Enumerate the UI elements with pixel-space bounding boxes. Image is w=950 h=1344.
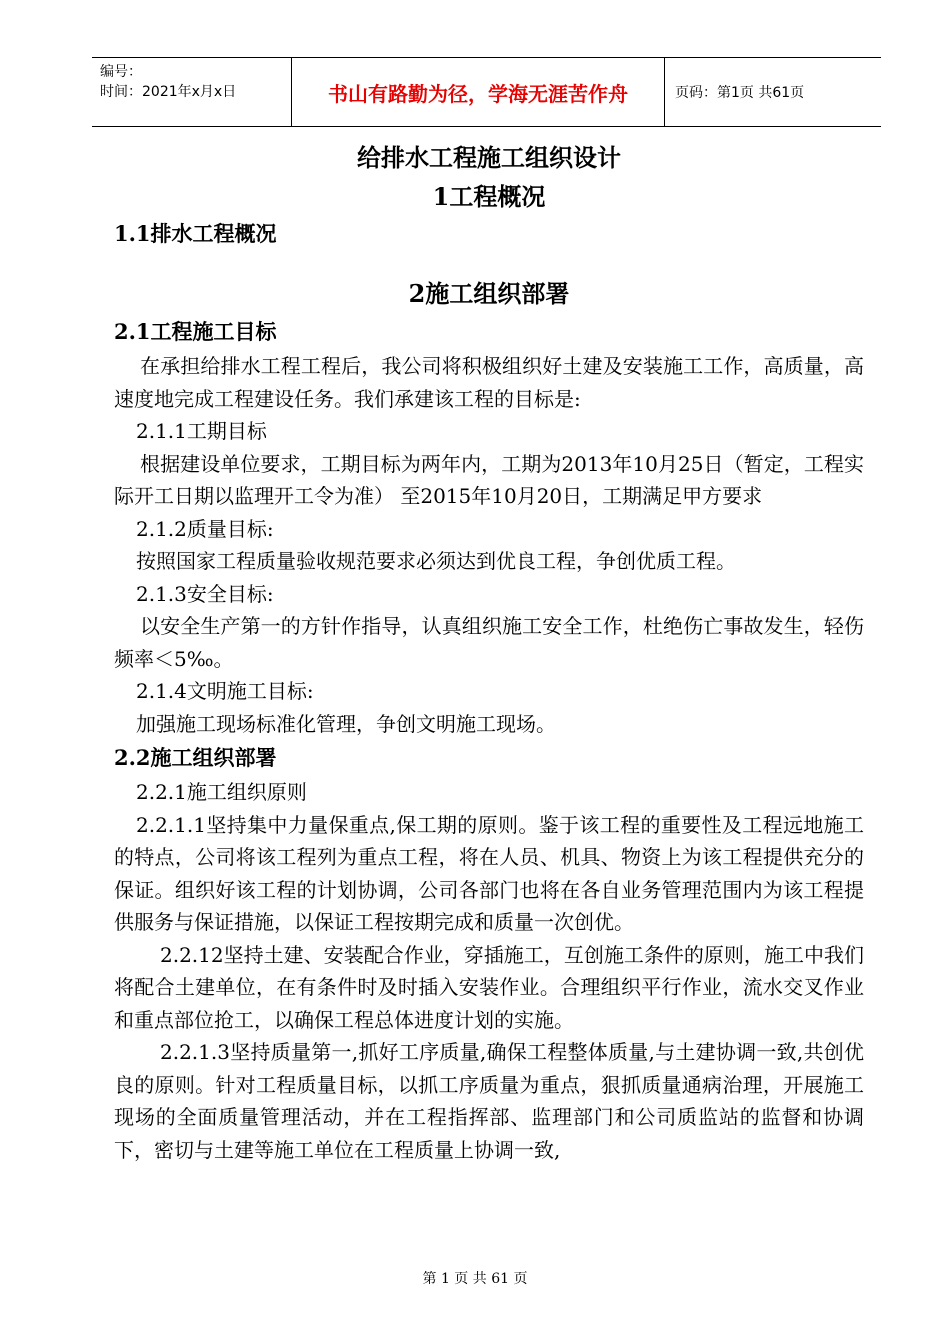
header-meta — [92, 58, 292, 126]
subsection-2-2-1: 2.2.1施工组织原则 — [136, 780, 307, 804]
civil-paragraph: 加强施工现场标准化管理，争创文明施工现场。 — [136, 711, 556, 736]
document-header — [92, 57, 881, 127]
section-2-1-heading: 2.1工程施工目标 — [114, 319, 277, 344]
document-body — [114, 138, 864, 1166]
header-page-label: 页码：第1页 共61页 — [675, 85, 805, 101]
paragraph-2-2-1-1: 2.2.1.1坚持集中力量保重点,保工期的原则。鉴于该工程的重要性及工程远地施工的特点，公司将该工程列为重点工程，将在人员、机具、物资上为该工程提供充分的保证。组织好该工程的计划协调，公司各部门也将在各自业务管理范围内为该工程提供服务与保证措施，以保证工程按期完成和质量一次创优。 — [114, 812, 864, 934]
section-1-heading: 1工程概况 — [432, 182, 546, 211]
intro-paragraph: 在承担给排水工程工程后，我公司将积极组织好土建及安装施工工作，高质量，高速度地完成工程建设任务。我们承建该工程的目标是: — [114, 354, 864, 411]
subsection-2-1-4: 2.1.4文明施工目标: — [136, 679, 314, 703]
schedule-paragraph: 根据建设单位要求，工期目标为两年内，工期为2013年10月25日（暂定，工程实际开工日期以监理开工令为准） 至2015年10月20日，工期满足甲方要求 — [114, 451, 864, 508]
page-footer: 第 1 页 共 61 页 — [422, 1271, 528, 1287]
paragraph-2-2-1-2: 2.2.12坚持土建、安装配合作业，穿插施工，互创施工条件的原则，施工中我们将配合土建单位，在有条件时及时插入安装作业。合理组织平行作业，流水交叉作业和重点部位抢工，以确保工程总体进度计划的实施。 — [114, 942, 864, 1032]
time-label: 时间：2021年x月x日 — [100, 84, 237, 100]
section-2-2-heading: 2.2施工组织部署 — [114, 745, 277, 770]
section-1-1-heading: 1.1排水工程概况 — [114, 221, 277, 246]
subsection-2-1-1: 2.1.1工期目标 — [136, 419, 267, 443]
quality-paragraph: 按照国家工程质量验收规范要求必须达到优良工程，争创优质工程。 — [136, 549, 736, 573]
subsection-2-1-3: 2.1.3安全目标: — [136, 581, 274, 606]
subsection-2-1-2: 2.1.2质量目标: — [136, 516, 274, 541]
section-2-heading: 2施工组织部署 — [408, 279, 570, 308]
safety-paragraph: 以安全生产第一的方针作指导，认真组织施工安全工作，杜绝伤亡事故发生，轻伤频率＜5‰。 — [114, 614, 864, 671]
document-title: 给排水工程施工组织设计 — [357, 143, 621, 172]
header-motto: 书山有路勤为径，学海无涯苦作舟 — [292, 58, 665, 126]
paragraph-2-2-1-3: 2.2.1.3坚持质量第一,抓好工序质量,确保工程整体质量,与土建协调一致,共创优良的原则。针对工程质量目标，以抓工序质量为重点，狠抓质量通病治理，开展施工现场的全面质量管理活动，并在工程指挥部、监理部门和公司质监站的监督和协调下，密切与土建等施工单位在工程质量上协调一致, — [114, 1040, 864, 1162]
number-label: 编号： — [100, 64, 142, 80]
